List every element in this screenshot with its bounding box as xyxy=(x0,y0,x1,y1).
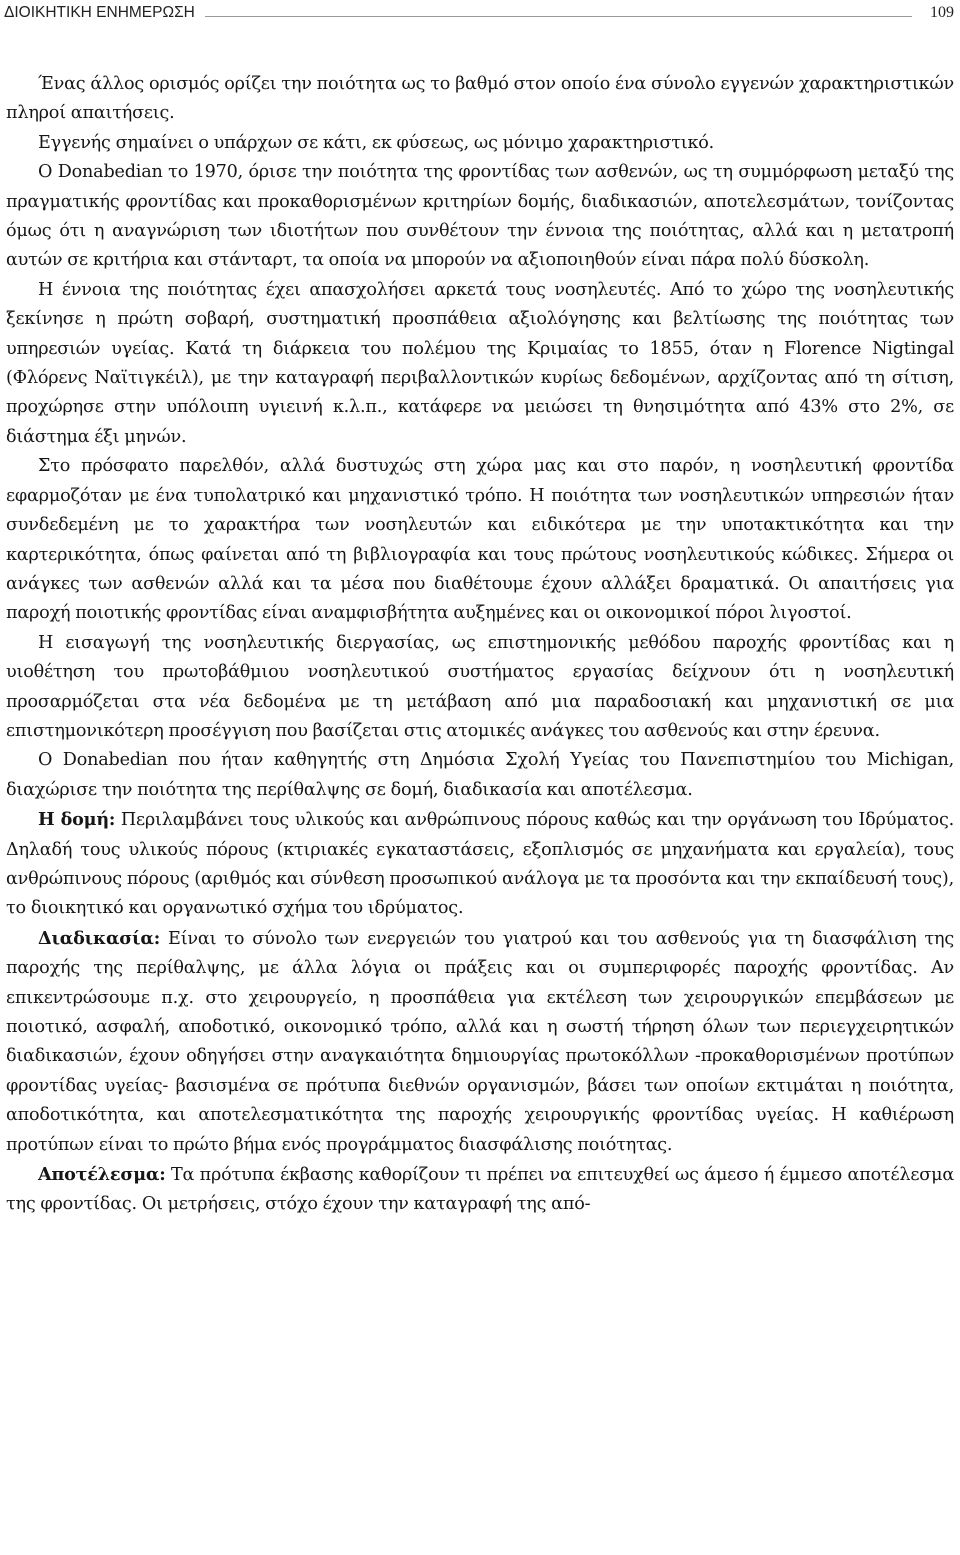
paragraph-structure xyxy=(6,805,954,924)
journal-title: ΔΙΟΙΚΗΤΙΚΗ ΕΝΗΜΕΡΩΣΗ xyxy=(4,4,195,21)
page-number: 109 xyxy=(930,4,954,21)
paragraph: O Donabedian το 1970, όρισε την ποιότητα της φροντίδας των ασθενών, ως τη συμμόρφωση μεταξύ της πραγματικής φροντίδας και προκαθορισμένων κριτηρίων δομής, διαδικασιών, αποτελεσμάτων, τονίζοντας όμως ότι η αναγνώριση των ιδιοτήτων που συνθέτουν την έννοια της ποιότητας, αλλά και η μετατροπή αυτών σε κριτήρια και στάνταρτ, τα οποία να μπορούν να αξιοποιηθούν είναι πάρα πολύ δύσκολη. xyxy=(6,162,954,271)
definition-structure: Περιλαμβάνει τους υλικούς και ανθρώπινους πόρους καθώς και την οργάνωση του Ιδρύματος. Δηλαδή τους υλικούς πόρους (κτιριακές εγκαταστάσεις, εξοπλισμός σε μηχανήματα και εργαλεία), τους ανθρώπινους πόρους (αριθμός και σύνθεση προσωπικού ανάλογα με τα προσόντα και την εκπαίδευσή τους), το διοικητικό και οργανωτικό σχήμα του ιδρύματος. xyxy=(6,810,954,919)
paragraph-process xyxy=(6,924,954,1160)
term-structure: Η δομή: xyxy=(38,809,116,831)
paragraph: Η έννοια της ποιότητας έχει απασχολήσει αρκετά τους νοσηλευτές. Από το χώρο της νοσηλευτικής ξεκίνησε η πρώτη σοβαρή, συστηματική προσπάθεια αξιολόγησης και βελτίωσης της ποιότητας των υπηρεσιών υγείας. Κατά τη διάρκεια του πολέμου της Κριμαίας το 1855, όταν η Florence Nigtingal (Φλόρενς Ναϊτιγκέιλ), με την καταγραφή περιβαλλοντικών κυρίως δεδομένων, αρχίζοντας από τη σίτιση, προχώρησε στην υπόλοιπη υγιεινή κ.λ.π., κατάφερε να μειώσει τη θνησιμότητα από 43% στο 2%, σε διάστημα έξι μηνών. xyxy=(6,279,954,447)
paragraph: Στο πρόσφατο παρελθόν, αλλά δυστυχώς στη χώρα μας και στο παρόν, η νοσηλευτική φροντίδα εφαρμοζόταν με ένα τυπολατρικό και μηχανιστικό τρόπο. Η ποιότητα των νοσηλευτικών υπηρεσιών ήταν συνδεδεμένη με το χαρακτήρα των νοσηλευτών και ειδικότερα με την υποτακτικότητα και την καρτερικότητα, όπως φαίνεται από τη βιβλιογραφία και τους πρώτους νοσηλευτικούς κώδικες. Σήμερα οι ανάγκες των ασθενών αλλά και τα μέσα που διαθέτουμε έχουν αλλάξει δραματικά. Οι απαιτήσεις για παροχή ποιοτικής φροντίδας είναι αναμφισβήτητα αυξημένες και οι οικονομικοί πόροι λιγοστοί. xyxy=(6,456,954,624)
paragraph: Ένας άλλος ορισμός ορίζει την ποιότητα ως το βαθμό στον οποίο ένα σύνολο εγγενών χαρακτηριστικών πληροί απαιτήσεις. xyxy=(6,74,954,124)
header-rule xyxy=(205,16,912,17)
paragraph: Η εισαγωγή της νοσηλευτικής διεργασίας, ως επιστημονικής μεθόδου παροχής φροντίδας και η υιοθέτηση του πρωτοβάθμιου νοσηλευτικού συστήματος εργασίας δείχνουν ότι η νοσηλευτική προσαρμόζεται στα νέα δεδομένα με τη μετάβαση από μια παραδοσιακή και μηχανιστική σε μια επιστημονικότερη προσέγγιση που βασίζεται στις ατομικές ανάγκες του ασθενούς και στην έρευνα. xyxy=(6,632,954,741)
term-outcome: Αποτέλεσμα: xyxy=(38,1164,166,1186)
paragraph-outcome xyxy=(6,1160,954,1220)
definition-outcome: Τα πρότυπα έκβασης καθορίζουν τι πρέπει να επιτευχθεί ως άμεσο ή έμμεσο αποτέλεσμα της φροντίδας. Οι μετρήσεις, στόχο έχουν την καταγραφή της από- xyxy=(6,1165,954,1215)
paragraph: O Donabedian που ήταν καθηγητής στη Δημόσια Σχολή Υγείας του Πανεπιστημίου του Michigan, διαχώρισε την ποιότητα της περίθαλψης σε δομή, διαδικασία και αποτέλεσμα. xyxy=(6,750,954,800)
term-process: Διαδικασία: xyxy=(38,927,160,949)
running-header xyxy=(4,2,954,24)
definition-process: Είναι το σύνολο των ενεργειών του γιατρού και του ασθενούς για τη διασφάλιση της παροχής της περίθαλψης, με άλλα λόγια οι πράξεις και οι συμπεριφορές παροχής φροντίδας. Αν επικεντρώσουμε π.χ. στο χειρουργείο, η προσπάθεια για εκτέλεση των χειρουργικών επεμβάσεων με ποιοτικό, ασφαλή, αποδοτικό, οικονομικό τρόπο, αλλά και η σωστή τήρηση όλων των περιεγχειρητικών διαδικασιών, έχουν οδηγήσει στην αναγκαιότητα δημιουργίας πρωτοκόλλων -προκαθορισμένων προτύπων φροντίδας υγείας- βασισμένα σε πρότυπα διεθνών οργανισμών, βάσει των οποίων εκτιμάται η ποιότητα, αποδοτικότητα, και αποτελεσματικότητα της παροχής χειρουργικής φροντίδας υγείας. Η καθιέρωση προτύπων είναι το πρώτο βήμα ενός προγράμματος διασφάλισης ποιότητας. xyxy=(6,928,954,1155)
body-text xyxy=(6,70,954,1220)
paragraph: Εγγενής σημαίνει ο υπάρχων σε κάτι, εκ φύσεως, ως μόνιμο χαρακτηριστικό. xyxy=(38,132,715,153)
